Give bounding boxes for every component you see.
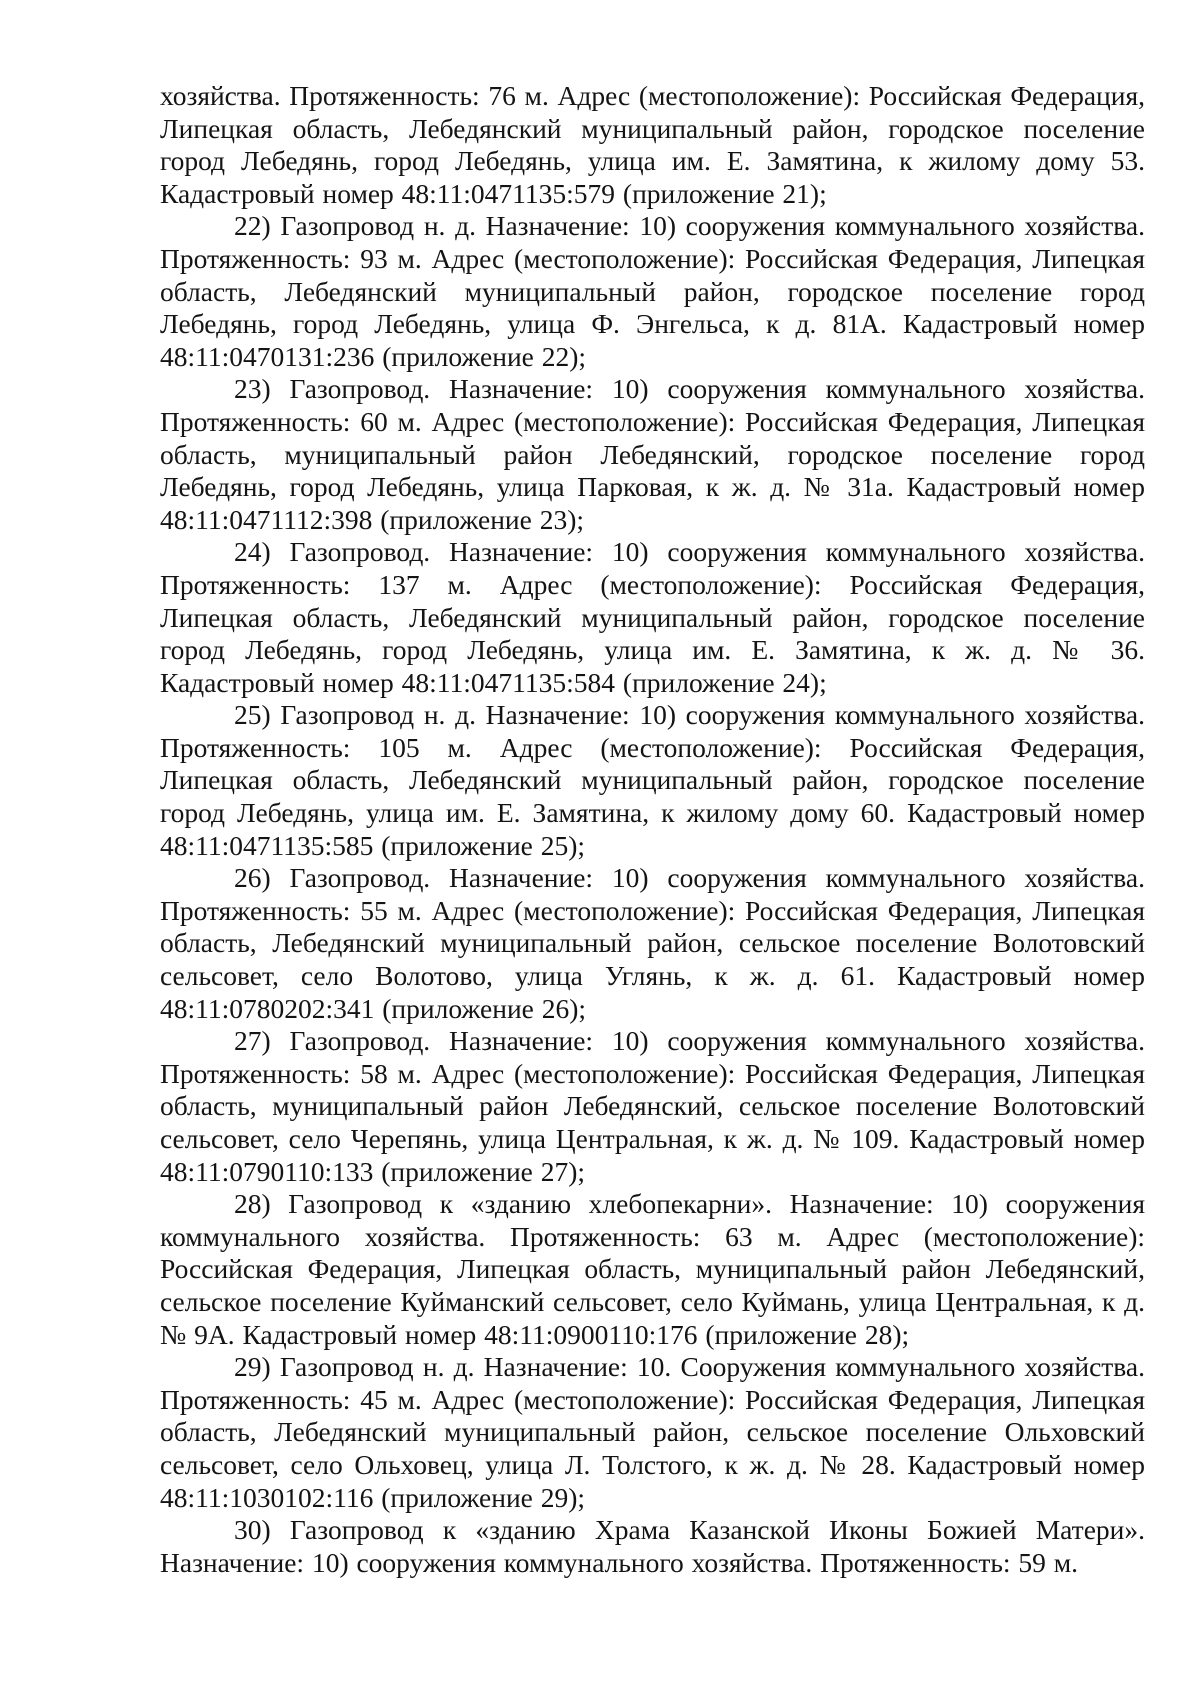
list-item-27: 27) Газопровод. Назначение: 10) сооружения коммунального хозяйства. Протяженность: 58 м. Адрес (местоположение): Российская Федерация, Липецкая область, муниципальный район Лебедянский, сельское поселение Волотовский сельсовет, село Черепянь, улица Центральная, к ж. д. № 109. Кадастровый номер 48:11:0790110:133 (приложение 27); (160, 1025, 1145, 1187)
list-item-30: 30) Газопровод к «зданию Храма Казанской Иконы Божией Матери». Назначение: 10) сооружения коммунального хозяйства. Протяженность: 59 м. (160, 1514, 1145, 1578)
list-item-25: 25) Газопровод н. д. Назначение: 10) сооружения коммунального хозяйства. Протяженность: 105 м. Адрес (местоположение): Российская Федерация, Липецкая область, Лебедянский муниципальный район, городское поселение город Лебедянь, улица им. Е. Замятина, к жилому дому 60. Кадастровый номер 48:11:0471135:585 (приложение 25); (160, 699, 1145, 861)
list-item-22: 22) Газопровод н. д. Назначение: 10) сооружения коммунального хозяйства. Протяженность: 93 м. Адрес (местоположение): Российская Федерация, Липецкая область, Лебедянский муниципальный район, городское поселение город Лебедянь, город Лебедянь, улица Ф. Энгельса, к д. 81А. Кадастровый номер 48:11:0470131:236 (приложение 22); (160, 210, 1145, 372)
list-item-29: 29) Газопровод н. д. Назначение: 10. Сооружения коммунального хозяйства. Протяженность: 45 м. Адрес (местоположение): Российская Федерация, Липецкая область, Лебедянский муниципальный район, сельское поселение Ольховский сельсовет, село Ольховец, улица Л. Толстого, к ж. д. № 28. Кадастровый номер 48:11:1030102:116 (приложение 29); (160, 1351, 1145, 1513)
list-item-24: 24) Газопровод. Назначение: 10) сооружения коммунального хозяйства. Протяженность: 137 м. Адрес (местоположение): Российская Федерация, Липецкая область, Лебедянский муниципальный район, городское поселение город Лебедянь, город Лебедянь, улица им. Е. Замятина, к ж. д. № 36. Кадастровый номер 48:11:0471135:584 (приложение 24); (160, 536, 1145, 698)
document-page (160, 80, 1145, 1579)
list-item-23: 23) Газопровод. Назначение: 10) сооружения коммунального хозяйства. Протяженность: 60 м. Адрес (местоположение): Российская Федерация, Липецкая область, муниципальный район Лебедянский, городское поселение город Лебедянь, город Лебедянь, улица Парковая, к ж. д. № 31а. Кадастровый номер 48:11:0471112:398 (приложение 23); (160, 373, 1145, 535)
list-item-28: 28) Газопровод к «зданию хлебопекарни». Назначение: 10) сооружения коммунального хозяйства. Протяженность: 63 м. Адрес (местоположение): Российская Федерация, Липецкая область, муниципальный район Лебедянский, сельское поселение Куйманский сельсовет, село Куймань, улица Центральная, к д. № 9А. Кадастровый номер 48:11:0900110:176 (приложение 28); (160, 1188, 1145, 1350)
continuation-paragraph: хозяйства. Протяженность: 76 м. Адрес (местоположение): Российская Федерация, Липецкая область, Лебедянский муниципальный район, городское поселение город Лебедянь, город Лебедянь, улица им. Е. Замятина, к жилому дому 53. Кадастровый номер 48:11:0471135:579 (приложение 21); (160, 80, 1145, 209)
list-item-26: 26) Газопровод. Назначение: 10) сооружения коммунального хозяйства. Протяженность: 55 м. Адрес (местоположение): Российская Федерация, Липецкая область, Лебедянский муниципальный район, сельское поселение Волотовский сельсовет, село Волотово, улица Углянь, к ж. д. 61. Кадастровый номер 48:11:0780202:341 (приложение 26); (160, 862, 1145, 1024)
